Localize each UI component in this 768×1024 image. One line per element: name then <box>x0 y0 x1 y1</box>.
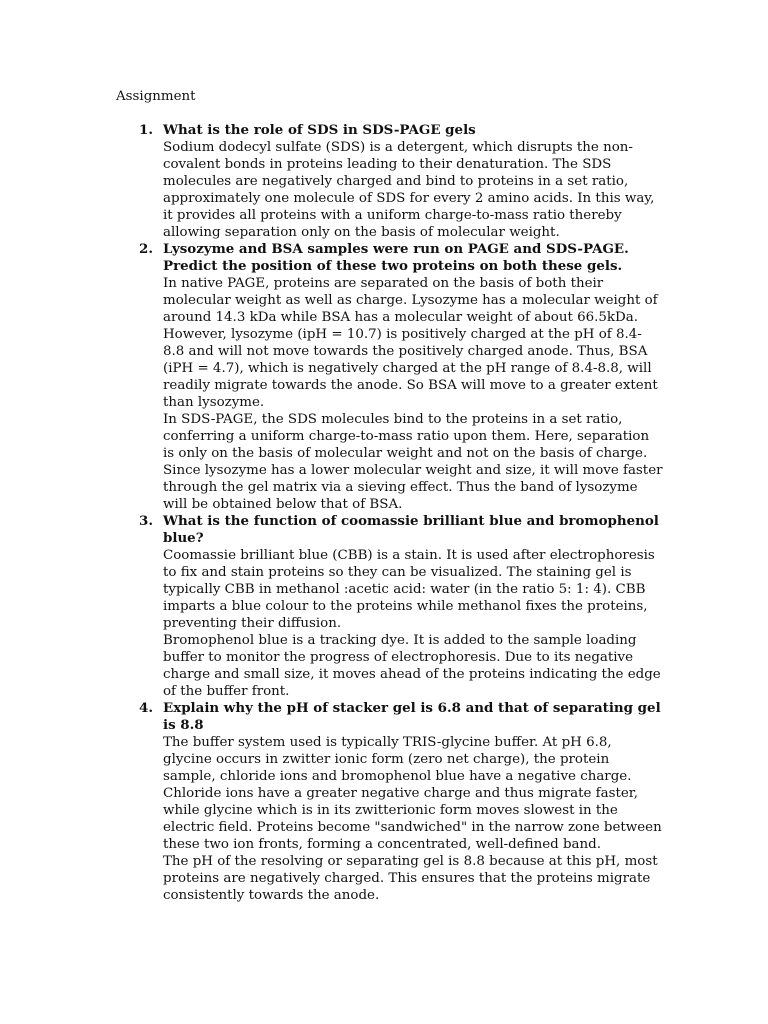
answer-paragraph: Coomassie brilliant blue (CBB) is a stain. It is used after electrophoresis to fix and stain proteins so they can be visualized. The staining gel is typically CBB in methanol :acetic acid: water (in the ratio 5: 1: 4). CBB imparts a blue colour to the proteins while methanol fixes the proteins, preventing their diffusion. <box>163 548 655 631</box>
question-title: What is the function of coomassie brilliant blue and bromophenol blue? <box>163 513 659 546</box>
question-title: Lysozyme and BSA samples were run on PAGE and SDS-PAGE. Predict the position of these two proteins on both these gels. <box>163 241 629 274</box>
question-number: 2. <box>139 241 153 257</box>
answer-paragraph: The pH of the resolving or separating gel is 8.8 because at this pH, most proteins are negatively charged. This ensures that the proteins migrate consistently towards the anode. <box>163 854 658 903</box>
question-number: 4. <box>139 700 153 716</box>
question-list <box>139 122 663 904</box>
answer-paragraph: In SDS-PAGE, the SDS molecules bind to the proteins in a set ratio, conferring a uniform charge-to-mass ratio upon them. Here, separation is only on the basis of molecular weight and not on the basis of charge. Since lysozyme has a lower molecular weight and size, it will move faster through the gel matrix via a sieving effect. Thus the band of lysozyme will be obtained below that of BSA. <box>163 412 663 512</box>
document-title: Assignment <box>116 89 196 104</box>
answer-paragraph: Bromophenol blue is a tracking dye. It is added to the sample loading buffer to monitor the progress of electrophoresis. Due to its negative charge and small size, it moves ahead of the proteins indicating the edge of the buffer front. <box>163 633 661 699</box>
question-item-2 <box>139 241 663 513</box>
question-item-1 <box>139 122 663 241</box>
question-title: Explain why the pH of stacker gel is 6.8 and that of separating gel is 8.8 <box>163 700 661 733</box>
question-number: 1. <box>139 122 153 138</box>
question-number: 3. <box>139 513 153 529</box>
answer-paragraph: Sodium dodecyl sulfate (SDS) is a detergent, which disrupts the non-covalent bonds in proteins leading to their denaturation. The SDS molecules are negatively charged and bind to proteins in a set ratio, approximately one molecule of SDS for every 2 amino acids. In this way, it provides all proteins with a uniform charge-to-mass ratio thereby allowing separation only on the basis of molecular weight. <box>163 140 655 240</box>
question-item-3 <box>139 513 663 700</box>
question-item-4 <box>139 700 663 904</box>
answer-paragraph: The buffer system used is typically TRIS-glycine buffer. At pH 6.8, glycine occurs in zwitter ionic form (zero net charge), the protein sample, chloride ions and bromophenol blue have a negative charge. Chloride ions have a greater negative charge and thus migrate faster, while glycine which is in its zwitterionic form moves slowest in the electric field. Proteins become "sandwiched" in the narrow zone between these two ion fronts, forming a concentrated, well-defined band. <box>163 735 662 852</box>
answer-paragraph: In native PAGE, proteins are separated on the basis of both their molecular weight as well as charge. Lysozyme has a molecular weight of around 14.3 kDa while BSA has a molecular weight of about 66.5kDa. However, lysozyme (ipH = 10.7) is positively charged at the pH of 8.4-8.8 and will not move towards the positively charged anode. Thus, BSA (iPH = 4.7), which is negatively charged at the pH range of 8.4-8.8, will readily migrate towards the anode. So BSA will move to a greater extent than lysozyme. <box>163 276 658 410</box>
question-title: What is the role of SDS in SDS-PAGE gels <box>163 122 476 138</box>
